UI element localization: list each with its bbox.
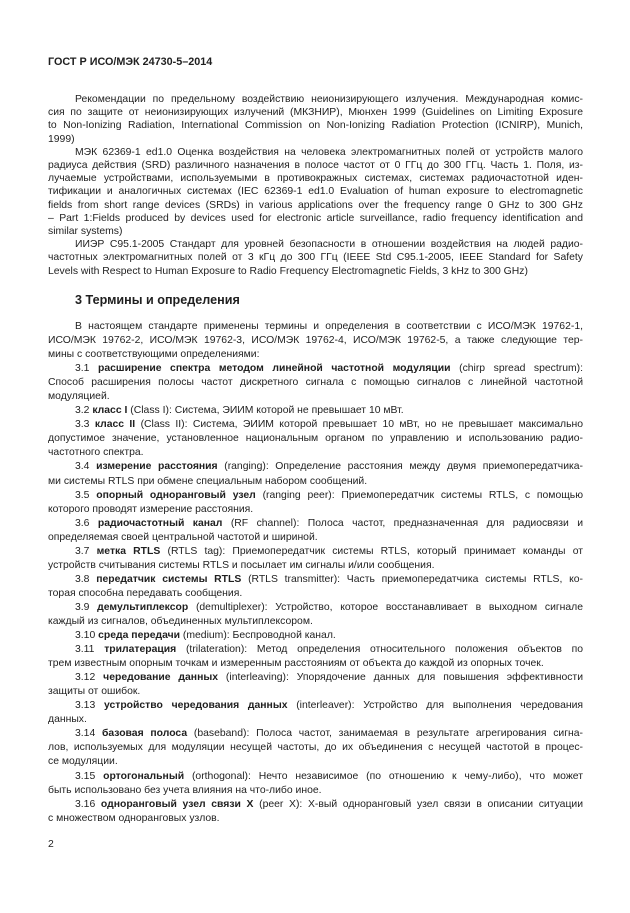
term-name: устройство чередования данных xyxy=(103,700,288,712)
term-definition-text: (RTLS tag): Приемопередатчик системы RTLS, который принимает команды от xyxy=(167,545,583,557)
term-number: 3.1 xyxy=(75,363,90,375)
term-definition-text: (interleaving): Упорядочение данных для повышения эффективности xyxy=(225,672,583,684)
term-entry xyxy=(48,460,583,488)
reference-paragraph xyxy=(48,93,583,146)
term-entry xyxy=(48,770,583,798)
text-line: определяемая своей центральной частотой и шириной. xyxy=(48,531,318,543)
term-definition-text: (baseband): Полоса частот, занимаемая в результате агрегирования сигна- xyxy=(193,728,584,740)
text-line: сия по защите от неионизирующих излучений (МКЗНИР), Мюнхен 1999 (Guidelines on Limiting Exposure xyxy=(48,107,583,119)
term-name: ортогональный xyxy=(103,770,185,782)
term-number: 3.12 xyxy=(75,672,96,684)
text-line: similar systems) xyxy=(48,226,123,238)
text-line xyxy=(48,573,583,587)
text-line xyxy=(48,418,583,432)
text-line: радиуса действия (SRD) различного назначения в полосе частот от 0 ГГц до 300 ГГц. Часть 1. Поля, из- xyxy=(48,160,583,172)
terms-section xyxy=(48,320,583,826)
text-line: частотного спектра. xyxy=(48,447,144,459)
term-number: 3.6 xyxy=(75,517,90,529)
term-name: демультиплексор xyxy=(97,601,189,613)
term-number: 3.7 xyxy=(75,545,90,557)
term-name: класс I xyxy=(92,405,128,417)
term-name: расширение спектра методом линейной частотной модуляции xyxy=(98,363,451,375)
document-header: ГОСТ Р ИСО/МЭК 24730-5–2014 xyxy=(48,56,213,68)
text-line: Рекомендации по предельному воздействию неионизирующего излучения. Международная комис- xyxy=(75,94,583,105)
term-number: 3.11 xyxy=(75,644,95,656)
text-line: лучаемые устройствами, используемыми в противокражных системах, системах радиочастотной иден- xyxy=(48,173,583,185)
text-line: частотных электромагнитных полей от 3 кГц до 300 ГГц (IEEE Std C95.1-2005, IEEE Standard for Safety xyxy=(48,252,583,264)
term-definition-text: (ranging peer): Приемопередатчик системы RTLS, с помощью xyxy=(262,489,583,501)
term-entry xyxy=(48,601,583,629)
text-line: с множеством одноранговых узлов. xyxy=(48,812,220,824)
term-name: передатчик системы RTLS xyxy=(96,573,242,585)
text-line xyxy=(48,629,583,643)
text-line: мины с соответствующими определениями: xyxy=(48,349,260,361)
section-heading: 3 Термины и определения xyxy=(75,293,240,307)
text-line: быть использовано без учета влияния на что-либо иное. xyxy=(48,784,322,796)
term-entry xyxy=(48,699,583,727)
term-number: 3.13 xyxy=(75,700,96,712)
text-line: которого проводят измерение расстояния. xyxy=(48,503,254,515)
text-line xyxy=(48,643,583,657)
text-line: тификации и аналогичных системах (IEC 62369-1 ed1.0 Evaluation of human exposure to electromagnetic xyxy=(48,186,583,198)
reference-paragraph xyxy=(48,238,583,278)
term-entry xyxy=(48,418,583,460)
term-number: 3.16 xyxy=(75,798,96,810)
term-number: 3.2 xyxy=(75,405,90,417)
term-name: радиочастотный канал xyxy=(97,517,223,529)
text-line: каждый из сигналов, объединенных мультиплексором. xyxy=(48,615,313,627)
term-name: метка RTLS xyxy=(96,545,161,557)
term-definition-text: (trilateration): Метод определения относительного положения объектов по xyxy=(185,644,584,656)
text-line: ми системы RTLS при обмене специальным набором сообщений. xyxy=(48,475,368,487)
term-name: чередование данных xyxy=(103,672,218,684)
term-number: 3.4 xyxy=(75,461,90,473)
text-line xyxy=(48,798,583,812)
term-entry xyxy=(48,545,583,573)
term-name: базовая полоса xyxy=(101,728,188,740)
term-entry xyxy=(48,629,583,643)
term-number: 3.15 xyxy=(75,770,96,782)
text-line: допустимое значение, установленное национальным органом по управлению и использованию радио- xyxy=(48,433,583,445)
term-name: измерение расстояния xyxy=(96,461,218,473)
term-definition-text: (medium): Беспроводной канал. xyxy=(182,630,336,642)
term-number: 3.9 xyxy=(75,601,90,613)
text-line: лов, используемых для модуляции несущей частоты, до их объединения с несущей частотой в процес- xyxy=(48,742,583,754)
text-line: защиты от ошибок. xyxy=(48,686,141,698)
term-definition-text: (orthogonal): Нечто независимое (по отношению к чему-либо), что может xyxy=(191,770,583,782)
text-line: 1999) xyxy=(48,133,75,145)
term-number: 3.5 xyxy=(75,489,90,501)
term-definition-text: (Class I): Система, ЭИИМ которой не превышает 10 мВт. xyxy=(130,405,404,417)
term-definition-text: (peer X): X-вый одноранговый узел связи в описании ситуации xyxy=(259,798,584,810)
term-definition-text: (RF channel): Полоса частот, предназначенная для радиосвязи и xyxy=(230,517,584,529)
text-line: МЭК 62369-1 ed1.0 Оценка воздействия на человека электромагнитных полей от устройств малого xyxy=(75,146,583,158)
term-entry xyxy=(48,671,583,699)
term-entry xyxy=(48,573,583,601)
term-number: 3.14 xyxy=(75,728,96,740)
text-line: устройств считывания системы RTLS и посылает им сигналы и/или сообщения. xyxy=(48,559,435,571)
term-name: класс II xyxy=(94,419,136,431)
text-line xyxy=(48,671,583,685)
term-definition-text: (interleaver): Устройство для выполнения чередования xyxy=(296,700,584,712)
text-line: – Part 1:Fields produced by devices used for electronic article surveillance, radio frequency identification and xyxy=(48,212,583,224)
text-line: трем известным опорным точкам и измеренным расстояниям от объекта до каждой из опорных точек. xyxy=(48,658,544,670)
text-line: Levels with Respect to Human Exposure to Radio Frequency Electromagnetic Fields, 3 kHz to 300 GHz) xyxy=(48,265,528,277)
term-entry xyxy=(48,517,583,545)
references-list xyxy=(48,93,583,278)
term-name: среда передачи xyxy=(98,630,181,642)
term-entry xyxy=(48,404,583,418)
text-line xyxy=(48,727,583,741)
term-definition-text: (RTLS transmitter): Часть приемопередатчика системы RTLS, ко- xyxy=(248,573,584,585)
text-line: Способ расширения полосы частот дискретного сигнала с помощью сигналов с линейной частотной xyxy=(48,377,583,389)
reference-paragraph xyxy=(48,146,583,238)
text-line xyxy=(48,460,583,474)
term-entry xyxy=(48,727,583,769)
term-definition-text: (chirp spread spectrum): xyxy=(459,363,584,375)
text-line: модуляцией. xyxy=(48,391,110,403)
text-line xyxy=(48,601,583,615)
text-line xyxy=(48,404,583,418)
page-number: 2 xyxy=(48,839,54,850)
term-entry xyxy=(48,362,583,404)
terms-list xyxy=(48,362,583,826)
text-line: to Non-Ionizing Radiation, International Commission on Non-Ionizing Radiation Protection (ICNIRP), Munich, xyxy=(48,120,583,132)
text-line xyxy=(48,489,583,503)
term-definition-text: (demultiplexer): Устройство, которое восстанавливает в выходном сигнале xyxy=(195,601,584,613)
text-line: се модуляции. xyxy=(48,756,118,768)
text-line xyxy=(48,545,583,559)
term-entry xyxy=(48,798,583,826)
text-line: данных. xyxy=(48,714,87,726)
intro-block xyxy=(48,320,583,362)
text-line: торая способна передавать сообщения. xyxy=(48,587,243,599)
term-definition-text: (Class II): Система, ЭИИМ которой превышает 10 мВт, но не превышает максимально xyxy=(140,419,584,431)
text-line xyxy=(48,770,583,784)
term-number: 3.8 xyxy=(75,573,90,585)
text-line: В настоящем стандарте применены термины и определения в соответствии с ИСО/МЭК 19762-1, xyxy=(75,321,583,332)
term-entry xyxy=(48,489,583,517)
term-name: опорный одноранговый узел xyxy=(96,489,256,501)
term-name: одноранговый узел связи X xyxy=(100,798,254,810)
text-line: ИИЭР С95.1-2005 Стандарт для уровней безопасности в отношении воздействия на людей радио- xyxy=(75,239,583,251)
intro-paragraph xyxy=(48,320,583,362)
term-number: 3.10 xyxy=(75,630,96,642)
text-line xyxy=(48,699,583,713)
text-line: ИСО/МЭК 19762-2, ИСО/МЭК 19762-3, ИСО/МЭК 19762-4, ИСО/МЭК 19762-5, а также следующие тер- xyxy=(48,335,583,347)
term-entry xyxy=(48,643,583,671)
text-line xyxy=(48,362,583,376)
term-name: трилатерация xyxy=(104,644,177,656)
text-line xyxy=(48,517,583,531)
term-definition-text: (ranging): Определение расстояния между двумя приемопередатчика- xyxy=(224,461,584,473)
text-line: fields from short range devices (SRDs) in various applications over the frequency range 0 GHz to 300 GHz xyxy=(48,199,583,211)
term-number: 3.3 xyxy=(75,419,90,431)
